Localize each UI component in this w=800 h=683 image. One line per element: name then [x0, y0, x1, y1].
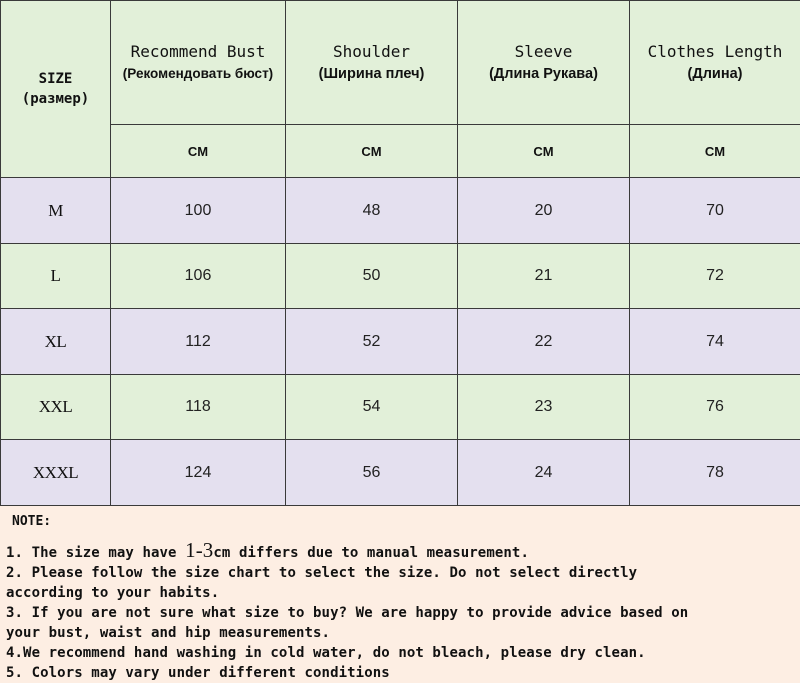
table-row [1, 309, 800, 375]
note-line-4: 4.We recommend hand washing in cold water, do not bleach, please dry clean. [6, 643, 800, 663]
length-header-sub: (Длина) [630, 63, 800, 85]
row-length: 76 [630, 375, 800, 440]
note-line-1 [6, 540, 800, 563]
sleeve-header-title: Sleeve [458, 41, 629, 63]
note-1-before: 1. The size may have [6, 545, 185, 561]
notes-title: NOTE: [12, 512, 800, 532]
row-size: XXXL [1, 440, 111, 506]
header-row [1, 1, 800, 125]
shoulder-header-title: Shoulder [286, 41, 457, 63]
notes-section [0, 506, 800, 679]
size-header-sub: (размер) [1, 89, 110, 109]
shoulder-unit: CM [286, 125, 458, 178]
unit-row [1, 125, 800, 178]
row-length: 72 [630, 244, 800, 309]
note-1-after: cm differs due to manual measurement. [213, 545, 529, 561]
sleeve-unit: CM [458, 125, 630, 178]
note-1-range: 1-3 [185, 538, 213, 562]
row-shoulder: 52 [286, 309, 458, 375]
row-bust: 106 [111, 244, 286, 309]
row-size: L [1, 244, 111, 309]
row-bust: 124 [111, 440, 286, 506]
bust-unit: CM [111, 125, 286, 178]
size-header-title: SIZE [1, 69, 110, 89]
length-header-cell [630, 1, 800, 125]
bust-header-sub: (Рекомендовать бюст) [111, 63, 285, 85]
note-line-5: 5. Colors may vary under different conditions [6, 663, 800, 683]
table-row [1, 375, 800, 440]
row-shoulder: 54 [286, 375, 458, 440]
row-bust: 100 [111, 178, 286, 244]
size-header-cell [1, 1, 111, 178]
shoulder-header-cell [286, 1, 458, 125]
length-header-title: Clothes Length [630, 41, 800, 63]
sleeve-header-sub: (Длина Рукава) [458, 63, 629, 85]
note-line-3: 3. If you are not sure what size to buy? We are happy to provide advice based on your bust, waist and hip measurements. [6, 603, 800, 643]
row-bust: 118 [111, 375, 286, 440]
row-sleeve: 24 [458, 440, 630, 506]
row-sleeve: 22 [458, 309, 630, 375]
row-sleeve: 23 [458, 375, 630, 440]
table-row [1, 244, 800, 309]
row-size: M [1, 178, 111, 244]
sleeve-header-cell [458, 1, 630, 125]
note-line-2: 2. Please follow the size chart to select the size. Do not select directly according to your habits. [6, 563, 800, 603]
row-size: XL [1, 309, 111, 375]
shoulder-header-sub: (Ширина плеч) [286, 63, 457, 85]
table-row [1, 178, 800, 244]
row-bust: 112 [111, 309, 286, 375]
bust-header-title: Recommend Bust [111, 41, 285, 63]
row-sleeve: 21 [458, 244, 630, 309]
row-length: 70 [630, 178, 800, 244]
row-length: 74 [630, 309, 800, 375]
row-sleeve: 20 [458, 178, 630, 244]
table-row [1, 440, 800, 506]
length-unit: CM [630, 125, 800, 178]
row-shoulder: 50 [286, 244, 458, 309]
row-length: 78 [630, 440, 800, 506]
row-size: XXL [1, 375, 111, 440]
row-shoulder: 48 [286, 178, 458, 244]
row-shoulder: 56 [286, 440, 458, 506]
bust-header-cell [111, 1, 286, 125]
